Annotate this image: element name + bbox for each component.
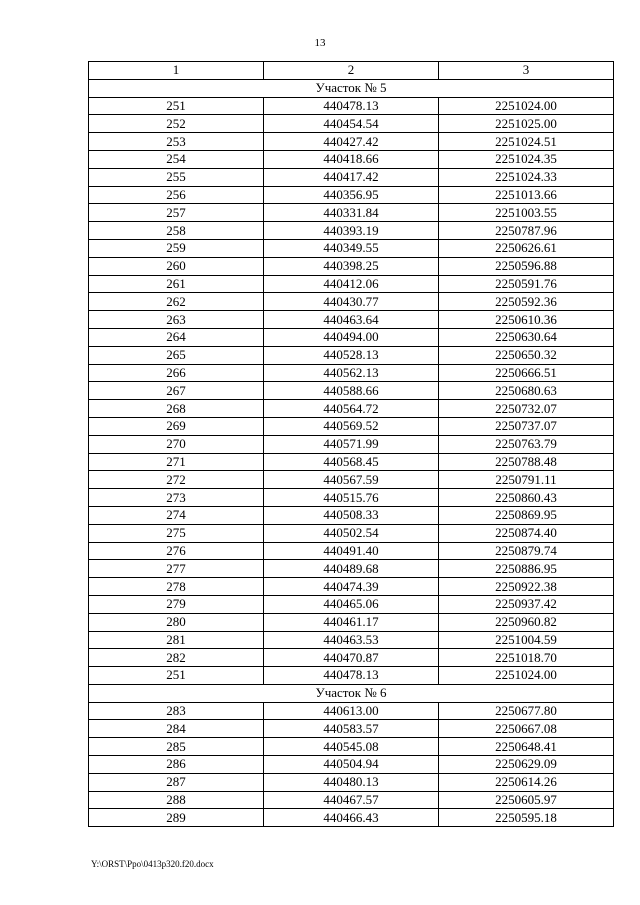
x-coordinate-cell: 440398.25 bbox=[264, 257, 439, 275]
y-coordinate-cell: 2250596.88 bbox=[439, 257, 614, 275]
point-number-cell: 262 bbox=[89, 293, 264, 311]
x-coordinate-cell: 440474.39 bbox=[264, 578, 439, 596]
x-coordinate-cell: 440545.08 bbox=[264, 738, 439, 756]
section-title: Участок № 6 bbox=[89, 684, 614, 702]
y-coordinate-cell: 2250591.76 bbox=[439, 275, 614, 293]
point-number-cell: 258 bbox=[89, 222, 264, 240]
table-row bbox=[89, 649, 614, 667]
point-number-cell: 286 bbox=[89, 756, 264, 774]
table-row bbox=[89, 471, 614, 489]
point-number-cell: 264 bbox=[89, 328, 264, 346]
point-number-cell: 270 bbox=[89, 435, 264, 453]
point-number-cell: 275 bbox=[89, 524, 264, 542]
y-coordinate-cell: 2250879.74 bbox=[439, 542, 614, 560]
point-number-cell: 256 bbox=[89, 186, 264, 204]
y-coordinate-cell: 2250630.64 bbox=[439, 328, 614, 346]
x-coordinate-cell: 440454.54 bbox=[264, 115, 439, 133]
y-coordinate-cell: 2251004.59 bbox=[439, 631, 614, 649]
x-coordinate-cell: 440613.00 bbox=[264, 702, 439, 720]
table-row bbox=[89, 435, 614, 453]
table-row bbox=[89, 150, 614, 168]
point-number-cell: 251 bbox=[89, 667, 264, 685]
x-coordinate-cell: 440349.55 bbox=[264, 239, 439, 257]
x-coordinate-cell: 440427.42 bbox=[264, 133, 439, 151]
point-number-cell: 255 bbox=[89, 168, 264, 186]
table-row bbox=[89, 542, 614, 560]
point-number-cell: 288 bbox=[89, 791, 264, 809]
x-coordinate-cell: 440470.87 bbox=[264, 649, 439, 667]
x-coordinate-cell: 440480.13 bbox=[264, 773, 439, 791]
y-coordinate-cell: 2250732.07 bbox=[439, 400, 614, 418]
table-row bbox=[89, 756, 614, 774]
table-row bbox=[89, 489, 614, 507]
y-coordinate-cell: 2250614.26 bbox=[439, 773, 614, 791]
x-coordinate-cell: 440508.33 bbox=[264, 506, 439, 524]
table-row bbox=[89, 613, 614, 631]
x-coordinate-cell: 440478.13 bbox=[264, 97, 439, 115]
point-number-cell: 273 bbox=[89, 489, 264, 507]
table-row bbox=[89, 453, 614, 471]
y-coordinate-cell: 2251024.33 bbox=[439, 168, 614, 186]
y-coordinate-cell: 2251024.00 bbox=[439, 667, 614, 685]
y-coordinate-cell: 2250648.41 bbox=[439, 738, 614, 756]
document-file-path: Y:\ORST\Ppo\0413p320.f20.docx bbox=[91, 859, 214, 869]
point-number-cell: 285 bbox=[89, 738, 264, 756]
table-row bbox=[89, 115, 614, 133]
x-coordinate-cell: 440562.13 bbox=[264, 364, 439, 382]
y-coordinate-cell: 2250960.82 bbox=[439, 613, 614, 631]
coordinates-table bbox=[88, 61, 614, 827]
y-coordinate-cell: 2250788.48 bbox=[439, 453, 614, 471]
y-coordinate-cell: 2250626.61 bbox=[439, 239, 614, 257]
table-row bbox=[89, 738, 614, 756]
table-row bbox=[89, 791, 614, 809]
y-coordinate-cell: 2251024.51 bbox=[439, 133, 614, 151]
point-number-cell: 284 bbox=[89, 720, 264, 738]
y-coordinate-cell: 2250869.95 bbox=[439, 506, 614, 524]
y-coordinate-cell: 2250680.63 bbox=[439, 382, 614, 400]
section-title: Участок № 5 bbox=[89, 79, 614, 97]
point-number-cell: 276 bbox=[89, 542, 264, 560]
y-coordinate-cell: 2251013.66 bbox=[439, 186, 614, 204]
y-coordinate-cell: 2250610.36 bbox=[439, 311, 614, 329]
table-row bbox=[89, 311, 614, 329]
point-number-cell: 257 bbox=[89, 204, 264, 222]
y-coordinate-cell: 2250605.97 bbox=[439, 791, 614, 809]
point-number-cell: 274 bbox=[89, 506, 264, 524]
point-number-cell: 278 bbox=[89, 578, 264, 596]
table-header-row bbox=[89, 62, 614, 80]
table-row bbox=[89, 293, 614, 311]
x-coordinate-cell: 440393.19 bbox=[264, 222, 439, 240]
x-coordinate-cell: 440567.59 bbox=[264, 471, 439, 489]
y-coordinate-cell: 2250886.95 bbox=[439, 560, 614, 578]
y-coordinate-cell: 2250937.42 bbox=[439, 595, 614, 613]
coordinates-table-body bbox=[89, 62, 614, 827]
x-coordinate-cell: 440571.99 bbox=[264, 435, 439, 453]
table-row bbox=[89, 239, 614, 257]
x-coordinate-cell: 440463.64 bbox=[264, 311, 439, 329]
y-coordinate-cell: 2250592.36 bbox=[439, 293, 614, 311]
table-row bbox=[89, 168, 614, 186]
point-number-cell: 268 bbox=[89, 400, 264, 418]
y-coordinate-cell: 2251024.35 bbox=[439, 150, 614, 168]
point-number-cell: 282 bbox=[89, 649, 264, 667]
x-coordinate-cell: 440491.40 bbox=[264, 542, 439, 560]
column-header-number: 1 bbox=[89, 62, 264, 80]
y-coordinate-cell: 2250791.11 bbox=[439, 471, 614, 489]
point-number-cell: 279 bbox=[89, 595, 264, 613]
x-coordinate-cell: 440430.77 bbox=[264, 293, 439, 311]
table-row bbox=[89, 186, 614, 204]
y-coordinate-cell: 2250763.79 bbox=[439, 435, 614, 453]
y-coordinate-cell: 2250860.43 bbox=[439, 489, 614, 507]
y-coordinate-cell: 2250666.51 bbox=[439, 364, 614, 382]
column-header-x: 2 bbox=[264, 62, 439, 80]
table-row bbox=[89, 417, 614, 435]
x-coordinate-cell: 440504.94 bbox=[264, 756, 439, 774]
table-row bbox=[89, 364, 614, 382]
y-coordinate-cell: 2250650.32 bbox=[439, 346, 614, 364]
x-coordinate-cell: 440412.06 bbox=[264, 275, 439, 293]
table-row bbox=[89, 382, 614, 400]
table-row bbox=[89, 560, 614, 578]
point-number-cell: 251 bbox=[89, 97, 264, 115]
point-number-cell: 269 bbox=[89, 417, 264, 435]
y-coordinate-cell: 2251025.00 bbox=[439, 115, 614, 133]
point-number-cell: 254 bbox=[89, 150, 264, 168]
x-coordinate-cell: 440502.54 bbox=[264, 524, 439, 542]
section-title-row bbox=[89, 684, 614, 702]
y-coordinate-cell: 2250874.40 bbox=[439, 524, 614, 542]
y-coordinate-cell: 2250787.96 bbox=[439, 222, 614, 240]
page-number: 13 bbox=[314, 37, 326, 49]
point-number-cell: 277 bbox=[89, 560, 264, 578]
x-coordinate-cell: 440494.00 bbox=[264, 328, 439, 346]
x-coordinate-cell: 440569.52 bbox=[264, 417, 439, 435]
x-coordinate-cell: 440515.76 bbox=[264, 489, 439, 507]
table-row bbox=[89, 400, 614, 418]
table-row bbox=[89, 204, 614, 222]
y-coordinate-cell: 2250667.08 bbox=[439, 720, 614, 738]
point-number-cell: 260 bbox=[89, 257, 264, 275]
table-row bbox=[89, 809, 614, 827]
point-number-cell: 287 bbox=[89, 773, 264, 791]
y-coordinate-cell: 2251018.70 bbox=[439, 649, 614, 667]
x-coordinate-cell: 440417.42 bbox=[264, 168, 439, 186]
y-coordinate-cell: 2250922.38 bbox=[439, 578, 614, 596]
table-row bbox=[89, 346, 614, 364]
x-coordinate-cell: 440463.53 bbox=[264, 631, 439, 649]
x-coordinate-cell: 440478.13 bbox=[264, 667, 439, 685]
y-coordinate-cell: 2251024.00 bbox=[439, 97, 614, 115]
y-coordinate-cell: 2250629.09 bbox=[439, 756, 614, 774]
point-number-cell: 281 bbox=[89, 631, 264, 649]
point-number-cell: 272 bbox=[89, 471, 264, 489]
point-number-cell: 266 bbox=[89, 364, 264, 382]
table-row bbox=[89, 667, 614, 685]
point-number-cell: 259 bbox=[89, 239, 264, 257]
point-number-cell: 289 bbox=[89, 809, 264, 827]
x-coordinate-cell: 440528.13 bbox=[264, 346, 439, 364]
table-row bbox=[89, 578, 614, 596]
point-number-cell: 271 bbox=[89, 453, 264, 471]
table-row bbox=[89, 257, 614, 275]
table-row bbox=[89, 720, 614, 738]
section-title-row bbox=[89, 79, 614, 97]
x-coordinate-cell: 440467.57 bbox=[264, 791, 439, 809]
table-row bbox=[89, 773, 614, 791]
x-coordinate-cell: 440331.84 bbox=[264, 204, 439, 222]
x-coordinate-cell: 440588.66 bbox=[264, 382, 439, 400]
table-row bbox=[89, 702, 614, 720]
x-coordinate-cell: 440489.68 bbox=[264, 560, 439, 578]
table-row bbox=[89, 222, 614, 240]
table-row bbox=[89, 275, 614, 293]
table-row bbox=[89, 506, 614, 524]
x-coordinate-cell: 440466.43 bbox=[264, 809, 439, 827]
table-row bbox=[89, 631, 614, 649]
x-coordinate-cell: 440568.45 bbox=[264, 453, 439, 471]
point-number-cell: 261 bbox=[89, 275, 264, 293]
table-row bbox=[89, 133, 614, 151]
y-coordinate-cell: 2250595.18 bbox=[439, 809, 614, 827]
point-number-cell: 265 bbox=[89, 346, 264, 364]
table-row bbox=[89, 524, 614, 542]
point-number-cell: 253 bbox=[89, 133, 264, 151]
point-number-cell: 263 bbox=[89, 311, 264, 329]
column-header-y: 3 bbox=[439, 62, 614, 80]
table-row bbox=[89, 595, 614, 613]
x-coordinate-cell: 440465.06 bbox=[264, 595, 439, 613]
x-coordinate-cell: 440564.72 bbox=[264, 400, 439, 418]
point-number-cell: 280 bbox=[89, 613, 264, 631]
y-coordinate-cell: 2250677.80 bbox=[439, 702, 614, 720]
y-coordinate-cell: 2250737.07 bbox=[439, 417, 614, 435]
point-number-cell: 252 bbox=[89, 115, 264, 133]
table-row bbox=[89, 328, 614, 346]
y-coordinate-cell: 2251003.55 bbox=[439, 204, 614, 222]
x-coordinate-cell: 440418.66 bbox=[264, 150, 439, 168]
point-number-cell: 267 bbox=[89, 382, 264, 400]
x-coordinate-cell: 440583.57 bbox=[264, 720, 439, 738]
x-coordinate-cell: 440461.17 bbox=[264, 613, 439, 631]
point-number-cell: 283 bbox=[89, 702, 264, 720]
x-coordinate-cell: 440356.95 bbox=[264, 186, 439, 204]
table-row bbox=[89, 97, 614, 115]
